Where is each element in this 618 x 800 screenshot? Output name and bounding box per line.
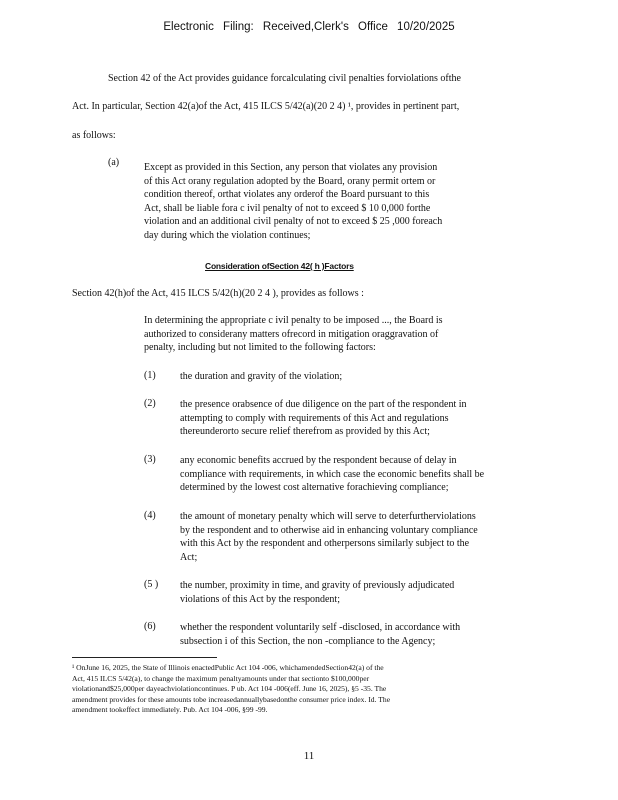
factor-line: with this Act by the respondent and otherpersons similarly subject to the: [180, 538, 470, 550]
section-42h-intro: Section 42(h)of the Act, 415 ILCS 5/42(h)(20 2 4 ), provides as follows :: [72, 288, 364, 299]
subsection-a-line: violation and an additional civil penalty of not to exceed $ 25 ,000 foreach: [144, 216, 443, 228]
factor-6-number: (6): [144, 621, 156, 632]
factor-line: violations of this Act by the respondent;: [180, 593, 340, 605]
subsection-a-line: Act, shall be liable fora c ivil penalty of not to exceed $ 10 0,000 forthe: [144, 202, 431, 214]
factor-1-text: [180, 370, 342, 384]
intro-line-2: Act. In particular, Section 42(a)of the Act, 415 ILCS 5/42(a)(20 2 4) ¹, provides in pertinent part,: [72, 101, 460, 112]
factor-4-number: (4): [144, 510, 156, 521]
intro-line-1: Section 42 of the Act provides guidance forcalculating civil penalties forviolations ofthe: [108, 73, 461, 84]
factor-line: the presence orabsence of due diligence on the part of the respondent in: [180, 399, 467, 410]
factor-line: the number, proximity in time, and gravity of previously adjudicated: [180, 580, 455, 591]
footnote-separator: [72, 657, 217, 658]
factor-line: any economic benefits accrued by the respondent because of delay in: [180, 455, 457, 466]
factor-line: by the respondent and to otherwise aid in enhancing voluntary compliance: [180, 524, 478, 536]
footnote-line: Act, 415 ILCS 5/42(a), to change the maximum penaltyamounts under that sectionto $100,000per: [72, 673, 370, 683]
lead-line: In determining the appropriate c ivil penalty to be imposed ..., the Board is: [144, 315, 443, 326]
factor-line: the duration and gravity of the violation;: [180, 371, 343, 382]
factor-3-text: [180, 454, 484, 495]
factor-5-number: (5 ): [144, 579, 159, 590]
factor-line: subsection i of this Section, the non -compliance to the Agency;: [180, 635, 436, 647]
subsection-a-line: day during which the violation continues;: [144, 229, 311, 241]
factor-4-text: [180, 510, 478, 564]
lead-line: penalty, including but not limited to the following factors:: [144, 342, 376, 354]
section-heading: Consideration ofSection 42( h )Factors: [205, 261, 354, 271]
factor-line: the amount of monetary penalty which will serve to deterfurtherviolations: [180, 511, 476, 522]
factor-3-number: (3): [144, 454, 156, 465]
factor-6-text: [180, 621, 460, 648]
factor-2-number: (2): [144, 398, 156, 409]
footnote-line: amendment tookeffect immediately. Pub. Act 104 -006, §99 -99.: [72, 705, 268, 715]
footnote-line: amendment provides for these amounts tobe increasedannuallybasedonthe consumer price index. Id. The: [72, 694, 391, 704]
factor-2-text: [180, 398, 467, 439]
section-42h-lead: [144, 314, 443, 355]
factor-line: compliance with requirements, in which case the economic benefits shall be: [180, 468, 485, 480]
factor-line: Act;: [180, 551, 198, 563]
subsection-a-line: Except as provided in this Section, any person that violates any provision: [144, 162, 438, 173]
factor-line: thereunderorto secure relief therefrom as provided by this Act;: [180, 426, 430, 438]
subsection-a-label: (a): [108, 157, 120, 168]
lead-line: authorized to considerany matters ofrecord in mitigation oraggravation of: [144, 328, 439, 340]
factor-5-text: [180, 579, 454, 606]
footnote-line: ¹ OnJune 16, 2025, the State of Illinois enactedPublic Act 104 -006, whichamendedSection42(a) of the: [72, 663, 384, 672]
factor-1-number: (1): [144, 370, 156, 381]
footnote: [72, 663, 544, 716]
subsection-a-line: condition thereof, orthat violates any orderof the Board pursuant to this: [144, 189, 430, 201]
subsection-a-text: [144, 161, 442, 243]
intro-line-3: as follows:: [72, 130, 116, 141]
filing-header: Electronic Filing: Received,Clerk's Office 10/20/2025: [163, 21, 455, 33]
factor-line: attempting to comply with requirements of this Act and regulations: [180, 412, 449, 424]
factor-line: determined by the lowest cost alternative forachieving compliance;: [180, 482, 449, 494]
page-number: 11: [303, 750, 315, 762]
footnote-line: violationand$25,000per dayeachviolationcontinues. P ub. Act 104 -006(eff. June 16, 2025), §5 -35. The: [72, 684, 387, 694]
factor-line: whether the respondent voluntarily self -disclosed, in accordance with: [180, 622, 461, 633]
subsection-a-line: of this Act orany regulation adopted by the Board, orany permit ortem or: [144, 175, 436, 187]
